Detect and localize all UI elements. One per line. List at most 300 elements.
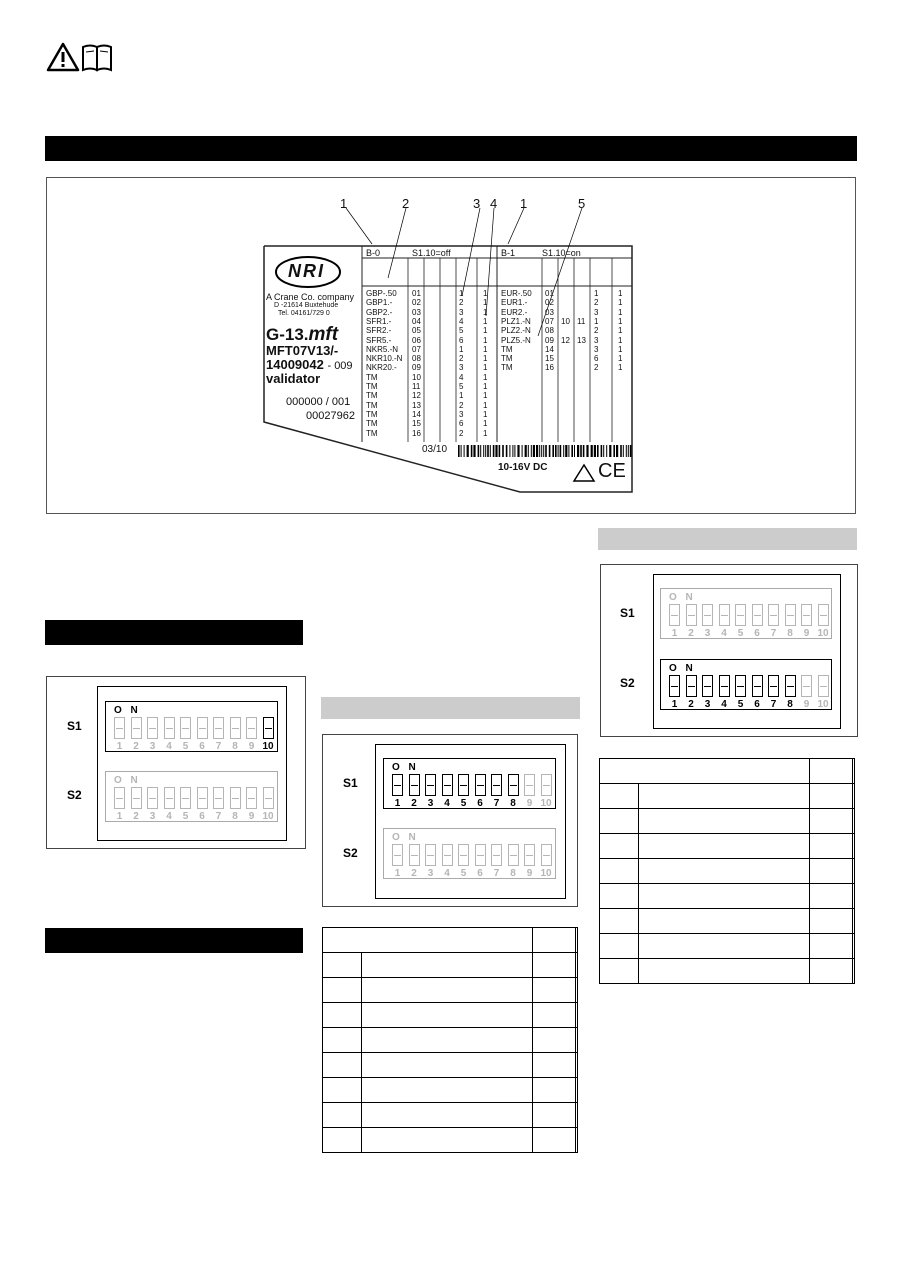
barcode-bar xyxy=(487,445,489,457)
label-cell: 09 xyxy=(545,335,554,345)
label-cell: 03 xyxy=(545,307,554,317)
label-cell: 1 xyxy=(483,391,488,401)
dip-switch-3[interactable] xyxy=(702,604,713,626)
barcode-bar xyxy=(597,445,599,457)
dip-switch-1[interactable] xyxy=(114,787,125,809)
callout-1a: 1 xyxy=(340,196,348,211)
label-cell: 1 xyxy=(483,400,488,410)
label-cell: 01 xyxy=(412,289,421,298)
barcode-bar xyxy=(502,445,504,457)
on-label: O N xyxy=(669,663,696,674)
left-s2-label: S2 xyxy=(67,788,82,802)
barcode-bar xyxy=(499,445,501,457)
label-cell: 5 xyxy=(459,326,464,336)
table-row xyxy=(600,934,855,959)
table-row xyxy=(323,1003,578,1028)
dip-switch-5[interactable] xyxy=(735,604,746,626)
barcode-bar xyxy=(574,445,575,457)
label-cell: GBP-.50 xyxy=(366,289,397,298)
label-cell: PLZ2.-N xyxy=(501,326,531,336)
label-cell: 14 xyxy=(412,409,421,419)
dip-number-4: 4 xyxy=(721,699,727,710)
middle-s2-label: S2 xyxy=(343,846,358,860)
right-s1-dip-switch[interactable] xyxy=(660,588,832,639)
middle-header-bar xyxy=(321,697,580,719)
barcode-bar xyxy=(545,445,547,457)
label-cell: 3 xyxy=(459,409,464,419)
dip-switch-6[interactable] xyxy=(475,844,486,866)
dip-number-7: 7 xyxy=(493,868,500,879)
barcode-bar xyxy=(571,445,573,457)
dip-switch-9[interactable] xyxy=(524,844,535,866)
label-cell: 3 xyxy=(594,344,599,354)
barcode-bar xyxy=(536,445,538,457)
barcode-bar xyxy=(565,445,567,457)
company-phone: Tel. 04161/729 0 xyxy=(278,310,330,317)
label-cell: EUR-.50 xyxy=(501,289,532,298)
label-cell: 1 xyxy=(483,409,488,419)
barcode-bar xyxy=(473,445,475,457)
barcode-bar xyxy=(591,445,593,457)
barcode-bar xyxy=(623,445,624,457)
barcode-bar xyxy=(560,445,562,457)
dip-switch-5[interactable] xyxy=(180,717,191,739)
barcode-bar xyxy=(471,445,473,457)
label-cell: PLZ5.-N xyxy=(501,335,531,345)
dip-number-5: 5 xyxy=(182,811,189,822)
dip-switch-4[interactable] xyxy=(164,717,175,739)
barcode-bar xyxy=(555,445,557,457)
dip-number-9: 9 xyxy=(803,699,810,710)
label-cell: 1 xyxy=(483,298,488,308)
dip-number-2: 2 xyxy=(411,798,417,809)
dip-switch-10[interactable] xyxy=(541,774,552,796)
serial-number: 14009042 xyxy=(266,357,324,372)
dip-number-3: 3 xyxy=(704,699,711,710)
barcode-bar xyxy=(620,445,622,457)
label-cell: TM xyxy=(366,428,378,438)
dip-switch-5[interactable] xyxy=(458,844,469,866)
dip-switch-7[interactable] xyxy=(213,717,224,739)
label-cell: 08 xyxy=(545,326,554,336)
dip-switch-7[interactable] xyxy=(213,787,224,809)
dip-number-6: 6 xyxy=(477,798,483,809)
label-cell: 1 xyxy=(618,307,623,317)
barcode-bar xyxy=(467,445,469,457)
label-cell: 07 xyxy=(545,316,554,326)
dip-switch-7[interactable] xyxy=(491,774,502,796)
dip-switch-4[interactable] xyxy=(164,787,175,809)
label-cell: 5 xyxy=(459,382,464,391)
dip-switch-2[interactable] xyxy=(131,787,142,809)
manual-book-icon xyxy=(80,42,114,72)
dip-switch-9[interactable] xyxy=(246,717,257,739)
label-cell: 2 xyxy=(594,298,599,308)
label-cell: EUR1.- xyxy=(501,298,528,308)
label-cell: TM xyxy=(501,344,513,354)
label-cell: 1 xyxy=(618,344,623,354)
dip-number-9: 9 xyxy=(526,868,533,879)
barcode-bar xyxy=(458,445,460,457)
barcode-bar xyxy=(480,445,481,457)
dip-switch-3[interactable] xyxy=(147,717,158,739)
on-label: O N xyxy=(392,762,419,773)
barcode-bar xyxy=(628,445,629,457)
dip-number-3: 3 xyxy=(427,798,434,809)
block0-header-right: S1.10=off xyxy=(412,248,451,258)
label-cell: 1 xyxy=(483,372,488,382)
dip-switch-7[interactable] xyxy=(768,604,779,626)
dip-switch-10[interactable] xyxy=(541,844,552,866)
label-cell: TM xyxy=(501,354,513,364)
barcode-bar xyxy=(613,445,615,457)
label-cell: 3 xyxy=(594,335,599,345)
dip-number-3: 3 xyxy=(427,868,434,879)
label-cell: 05 xyxy=(412,326,421,336)
label-cell: PLZ1.-N xyxy=(501,316,531,326)
table-row xyxy=(323,953,578,978)
dip-number-9: 9 xyxy=(803,628,810,639)
dip-number-7: 7 xyxy=(770,628,777,639)
barcode-bar xyxy=(525,445,527,457)
callout-2: 2 xyxy=(402,196,410,211)
label-cell: 1 xyxy=(618,326,623,336)
dip-switch-8[interactable] xyxy=(230,717,241,739)
dip-number-6: 6 xyxy=(199,811,205,822)
barcode-bar xyxy=(478,445,480,457)
table-header-row xyxy=(323,928,578,953)
dip-number-10: 10 xyxy=(817,628,829,639)
dip-number-10: 10 xyxy=(262,811,274,822)
table-header-row xyxy=(600,759,855,784)
barcode-bar xyxy=(580,445,582,457)
model-prefix: G-13. xyxy=(266,325,309,344)
dip-switch-6[interactable] xyxy=(752,675,763,697)
left-s1-dip-switch[interactable] xyxy=(105,701,278,752)
dip-number-9: 9 xyxy=(248,741,255,752)
dip-number-1: 1 xyxy=(394,868,401,879)
barcode xyxy=(458,445,631,457)
label-cell: NKR10.-N xyxy=(366,354,403,364)
dip-switch-9[interactable] xyxy=(801,604,812,626)
label-cell: GBP1.- xyxy=(366,298,393,308)
table-row xyxy=(600,909,855,934)
right-s2-dip-switch[interactable] xyxy=(660,659,832,710)
left-header-bar-2 xyxy=(45,928,303,953)
dip-switch-3[interactable] xyxy=(702,675,713,697)
device-type: validator xyxy=(266,371,321,386)
barcode-bar xyxy=(495,445,497,457)
label-cell: 1 xyxy=(618,354,623,364)
label-cell: TM xyxy=(366,400,378,410)
table-row xyxy=(323,1128,578,1153)
dip-switch-2[interactable] xyxy=(686,675,697,697)
dip-switch-10[interactable] xyxy=(263,787,274,809)
table-row xyxy=(323,1053,578,1078)
dip-switch-1[interactable] xyxy=(114,717,125,739)
label-cell: 10 xyxy=(412,372,421,382)
label-cell: GBP2.- xyxy=(366,307,393,317)
part-number: MFT07V13/- xyxy=(266,343,339,358)
dip-switch-6[interactable] xyxy=(475,774,486,796)
label-cell: 2 xyxy=(459,400,464,410)
callout-3: 3 xyxy=(473,196,481,211)
dip-number-2: 2 xyxy=(133,811,139,822)
middle-coin-table xyxy=(322,927,578,1153)
dip-switch-5[interactable] xyxy=(180,787,191,809)
block1-header-right: S1.10=on xyxy=(542,248,581,258)
on-label: O N xyxy=(114,705,141,716)
middle-s1-dip-switch[interactable] xyxy=(383,758,556,809)
dip-number-1: 1 xyxy=(671,699,678,710)
label-cell: 1 xyxy=(483,307,488,317)
on-label: O N xyxy=(114,775,141,786)
label-cell: 1 xyxy=(483,335,488,345)
dip-number-1: 1 xyxy=(671,628,678,639)
label-cell: TM xyxy=(501,363,513,373)
dip-switch-1[interactable] xyxy=(669,675,680,697)
label-cell: EUR2.- xyxy=(501,307,528,317)
voltage: 10-16V DC xyxy=(498,462,548,473)
table-row xyxy=(600,834,855,859)
callout-1b: 1 xyxy=(520,196,528,211)
table-row xyxy=(323,1028,578,1053)
label-cell: 4 xyxy=(459,372,464,382)
dip-switch-6[interactable] xyxy=(197,787,208,809)
label-cell: 1 xyxy=(483,316,488,326)
barcode-bar xyxy=(464,445,465,457)
barcode-bar xyxy=(549,445,551,457)
callout-5: 5 xyxy=(578,196,586,211)
label-cell: TM xyxy=(366,391,378,401)
label-cell: TM xyxy=(366,409,378,419)
table-row xyxy=(600,784,855,809)
label-cell: 1 xyxy=(483,363,488,373)
dip-number-7: 7 xyxy=(215,741,222,752)
dip-number-3: 3 xyxy=(704,628,711,639)
dip-switch-4[interactable] xyxy=(719,675,730,697)
label-cell: 3 xyxy=(594,307,599,317)
label-cell: 1 xyxy=(483,344,488,354)
dip-switch-1[interactable] xyxy=(392,774,403,796)
block1-header-left: B-1 xyxy=(501,248,516,258)
dip-switch-3[interactable] xyxy=(425,844,436,866)
dip-number-8: 8 xyxy=(510,868,516,879)
dip-number-10: 10 xyxy=(540,798,552,809)
label-cell: 02 xyxy=(412,298,421,308)
dip-switch-2[interactable] xyxy=(409,774,420,796)
label-cell: 1 xyxy=(594,289,599,298)
dip-switch-2[interactable] xyxy=(131,717,142,739)
dip-number-4: 4 xyxy=(444,868,450,879)
dip-number-1: 1 xyxy=(116,741,123,752)
dip-switch-8[interactable] xyxy=(508,774,519,796)
barcode-bar xyxy=(528,445,529,457)
counter: 000000 / 001 xyxy=(286,396,351,408)
label-cell: 2 xyxy=(459,428,464,438)
dip-switch-5[interactable] xyxy=(458,774,469,796)
barcode-bar xyxy=(601,445,603,457)
dip-switch-3[interactable] xyxy=(425,774,436,796)
label-cell: 4 xyxy=(459,316,464,326)
table-row xyxy=(600,959,855,984)
dip-switch-10[interactable] xyxy=(818,675,829,697)
barcode-bar xyxy=(568,445,569,457)
label-cell: 16 xyxy=(545,363,554,373)
dip-number-8: 8 xyxy=(232,811,238,822)
dip-number-8: 8 xyxy=(787,699,793,710)
dip-number-6: 6 xyxy=(477,868,483,879)
middle-s2-dip-switch[interactable] xyxy=(383,828,556,879)
dip-number-6: 6 xyxy=(754,628,760,639)
dip-switch-8[interactable] xyxy=(785,675,796,697)
right-header-bar xyxy=(598,528,857,550)
dip-switch-9[interactable] xyxy=(524,774,535,796)
dip-number-2: 2 xyxy=(411,868,417,879)
ce-mark: CE xyxy=(598,460,626,482)
dip-switch-8[interactable] xyxy=(508,844,519,866)
dip-switch-4[interactable] xyxy=(442,774,453,796)
dip-switch-9[interactable] xyxy=(246,787,257,809)
dip-number-5: 5 xyxy=(460,798,467,809)
label-cell: 11 xyxy=(412,382,421,391)
barcode-bar xyxy=(626,445,627,457)
dip-number-6: 6 xyxy=(754,699,760,710)
middle-s1-label: S1 xyxy=(343,776,358,790)
label-cell: 10 xyxy=(561,316,570,326)
barcode-bar xyxy=(506,445,508,457)
dip-switch-7[interactable] xyxy=(491,844,502,866)
nri-logo: NRI xyxy=(288,261,325,281)
dip-number-6: 6 xyxy=(199,741,205,752)
barcode-bar xyxy=(603,445,604,457)
label-cell: SFR5.- xyxy=(366,335,392,345)
dip-number-2: 2 xyxy=(133,741,139,752)
dip-switch-10[interactable] xyxy=(818,604,829,626)
label-cell: 1 xyxy=(483,419,488,429)
dip-number-4: 4 xyxy=(721,628,727,639)
label-cell: 2 xyxy=(459,298,464,308)
label-cell: 1 xyxy=(618,363,623,373)
label-cell: 1 xyxy=(618,289,623,298)
table-row xyxy=(323,1103,578,1128)
dip-switch-3[interactable] xyxy=(147,787,158,809)
barcode-bar xyxy=(586,445,588,457)
label-cell: NKR20.- xyxy=(366,363,397,373)
barcode-bar xyxy=(543,445,544,457)
label-cell: 1 xyxy=(483,382,488,391)
label-cell: 1 xyxy=(483,326,488,336)
label-cell: 3 xyxy=(459,363,464,373)
label-cell: 1 xyxy=(483,428,488,438)
label-cell: 2 xyxy=(459,354,464,364)
label-cell: 1 xyxy=(594,316,599,326)
label-cell: 1 xyxy=(618,298,623,308)
table-row xyxy=(323,1078,578,1103)
dip-number-10: 10 xyxy=(262,741,274,752)
date-code: 03/10 xyxy=(422,444,448,455)
label-cell: 1 xyxy=(618,316,623,326)
right-coin-table xyxy=(599,758,855,984)
barcode-bar xyxy=(606,445,607,457)
callout-4: 4 xyxy=(490,196,498,211)
label-cell: 16 xyxy=(412,428,421,438)
dip-switch-1[interactable] xyxy=(669,604,680,626)
dip-number-5: 5 xyxy=(737,628,744,639)
barcode-bar xyxy=(517,445,519,457)
barcode-bar xyxy=(514,445,515,457)
table-row xyxy=(600,809,855,834)
dip-switch-8[interactable] xyxy=(230,787,241,809)
dip-number-7: 7 xyxy=(493,798,500,809)
label-cell: 14 xyxy=(545,344,554,354)
dip-number-4: 4 xyxy=(166,741,172,752)
barcode-bar xyxy=(485,445,486,457)
label-cell: SFR1.- xyxy=(366,316,392,326)
dip-switch-4[interactable] xyxy=(719,604,730,626)
dip-number-4: 4 xyxy=(444,798,450,809)
barcode-bar xyxy=(512,445,513,457)
dip-number-9: 9 xyxy=(526,798,533,809)
barcode-bar xyxy=(563,445,564,457)
label-cell: 11 xyxy=(577,316,586,326)
dip-number-3: 3 xyxy=(149,741,156,752)
dip-switch-1[interactable] xyxy=(392,844,403,866)
section-header-bar xyxy=(45,136,857,161)
barcode-bar xyxy=(509,445,510,457)
label-cell: 2 xyxy=(594,326,599,336)
dip-switch-6[interactable] xyxy=(197,717,208,739)
dip-switch-9[interactable] xyxy=(801,675,812,697)
dip-switch-6[interactable] xyxy=(752,604,763,626)
id-number: 00027962 xyxy=(306,410,355,422)
dip-number-5: 5 xyxy=(460,868,467,879)
left-header-bar xyxy=(45,620,303,645)
label-cell: 09 xyxy=(412,363,421,373)
label-cell: 15 xyxy=(412,419,421,429)
dip-switch-10[interactable] xyxy=(263,717,274,739)
label-cell: 1 xyxy=(459,289,464,298)
dip-switch-5[interactable] xyxy=(735,675,746,697)
label-cell: 08 xyxy=(412,354,421,364)
right-s1-label: S1 xyxy=(620,606,635,620)
barcode-bar xyxy=(630,445,632,457)
barcode-bar xyxy=(558,445,559,457)
dip-switch-2[interactable] xyxy=(409,844,420,866)
dip-switch-7[interactable] xyxy=(768,675,779,697)
on-label: O N xyxy=(392,832,419,843)
dip-number-4: 4 xyxy=(166,811,172,822)
dip-number-2: 2 xyxy=(688,699,694,710)
barcode-bar xyxy=(490,445,491,457)
dip-number-1: 1 xyxy=(394,798,401,809)
dip-switch-4[interactable] xyxy=(442,844,453,866)
left-s2-dip-switch[interactable] xyxy=(105,771,278,822)
dip-switch-2[interactable] xyxy=(686,604,697,626)
label-cell: 12 xyxy=(412,391,421,401)
barcode-bar xyxy=(609,445,611,457)
dip-switch-8[interactable] xyxy=(785,604,796,626)
label-cell: 07 xyxy=(412,344,421,354)
table-row xyxy=(323,978,578,1003)
label-cell: 1 xyxy=(459,391,464,401)
label-cell: 6 xyxy=(459,419,464,429)
barcode-bar xyxy=(541,445,542,457)
dip-number-5: 5 xyxy=(737,699,744,710)
dip-number-7: 7 xyxy=(770,699,777,710)
barcode-bar xyxy=(461,445,462,457)
label-cell: 1 xyxy=(483,289,488,298)
